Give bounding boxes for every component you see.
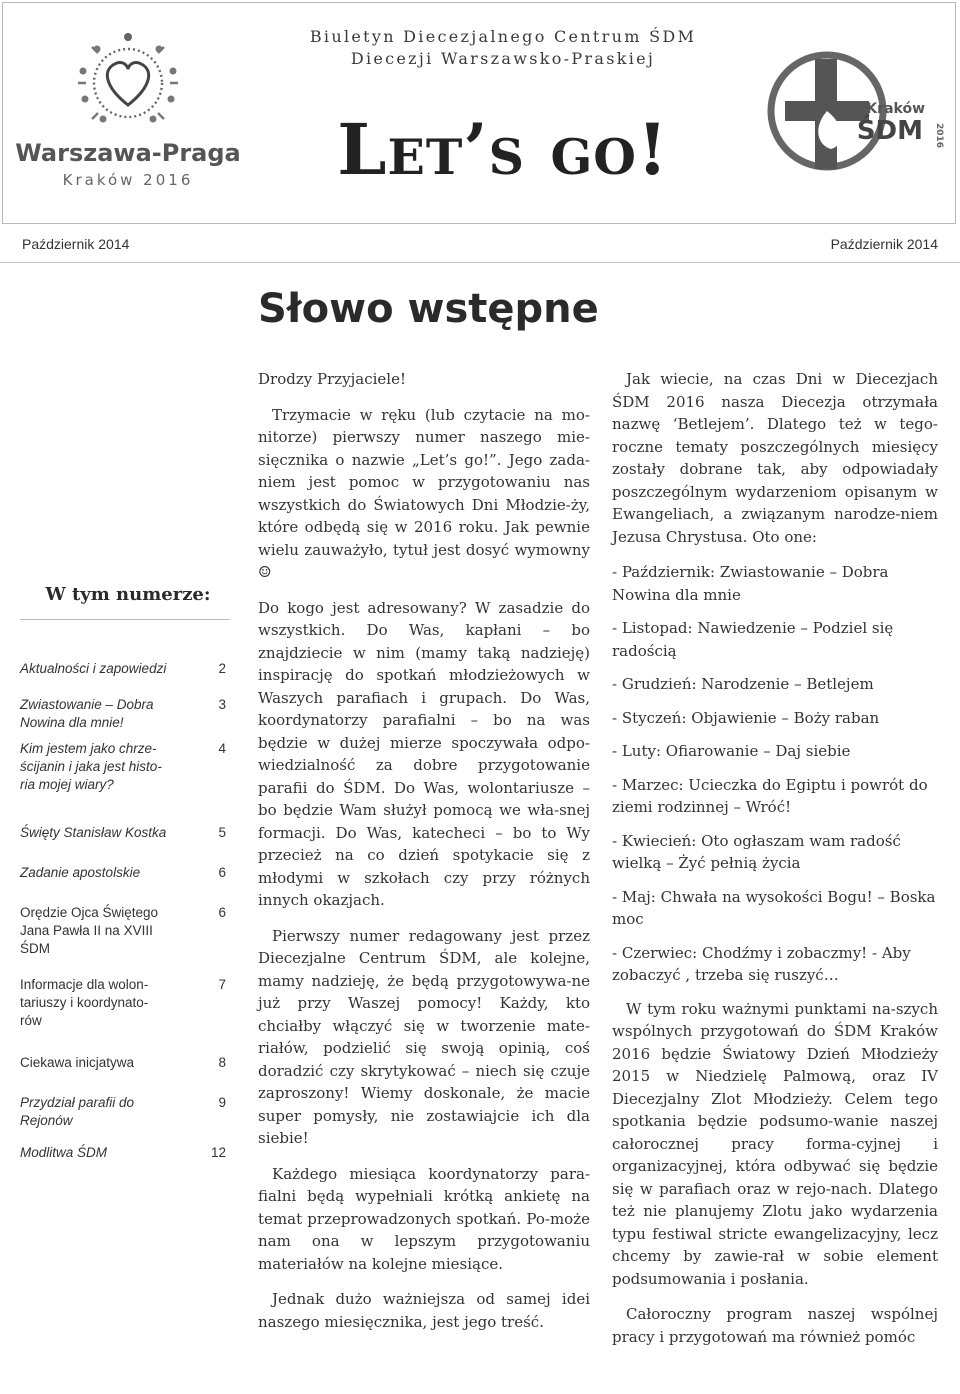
toc-entry-page: 4: [218, 741, 226, 756]
toc-entry-label: Orędzie Ojca Świętego Jana Pawła II na XVIII ŚDM: [20, 905, 159, 956]
logo-right-line1: Kraków: [866, 101, 925, 117]
month-topic: - Marzec: Ucieczka do Egiptu i powrót do ziemi rodzinnej – Wróć!: [612, 775, 928, 816]
warszawa-praga-logo: [15, 31, 241, 191]
month-topic: - Kwiecień: Oto ogłaszam wam radość wielką – Żyć pełnią życia: [612, 831, 901, 872]
toc-entry-label: Przydział parafii do Rejonów: [20, 1095, 135, 1128]
paragraph: Trzymacie w ręku (lub czytacie na mo-nitorze) pierwszy numer naszego mie-sięcznika o nazwie „Let’s go!”. Jego zada-niem jest pomoc w przygotowaniu nas wszystkich do Światowych Dni Młodzie-ży, które odbędą się w 2016 roku. Jak pewnie wielu zauważyło, tytuł jest dosyć wymowny ☺: [258, 405, 590, 581]
paragraph: Każdego miesiąca koordynatorzy para-fialni będą wypełniali krótką ankietę na temat przeprowadzonych spotkań. Po-może nam ona w lepszym przygotowaniu materiałów na kolejne miesiące.: [258, 1164, 590, 1273]
toc-entry-page: 8: [218, 1055, 226, 1070]
toc-divider: [20, 619, 230, 620]
paragraph: Jednak dużo ważniejsza od samej idei naszego miesięcznika, jest jego treść.: [258, 1290, 590, 1331]
toc-entry[interactable]: [20, 1054, 230, 1072]
bulletin-line-1: Biuletyn Diecezjalnego Centrum ŚDM: [309, 27, 697, 46]
month-topic: - Listopad: Nawiedzenie – Podziel się radością: [612, 619, 894, 660]
toc-entry-page: 7: [218, 977, 226, 992]
toc-entry-label: Informacje dla wolon-tariuszy i koordynato-rów: [20, 977, 149, 1028]
magazine-title: Let’s go!: [337, 108, 669, 191]
month-topic: - Październik: Zwiastowanie – Dobra Nowina dla mnie: [612, 563, 889, 604]
issue-date-left: Październik 2014: [22, 236, 130, 252]
toc-entry-page: 3: [218, 697, 226, 712]
paragraph: Jak wiecie, na czas Dni w Diecezjach ŚDM 2016 nasza Diecezja otrzymała nazwę ‘Betlejem’. Dlatego też w tego-roczne tematy poszczególnych miesięcy zostały dobrane tak, aby odpowiadały poszczególnym wydarzeniom opisanym w Ewangeliach, a związanym narodze-niem Jezusa Chrystusa. Oto one:: [612, 370, 938, 546]
issue-date-right: Październik 2014: [830, 236, 938, 252]
article-column-middle: [258, 368, 590, 1346]
month-topic: - Styczeń: Objawienie – Boży raban: [612, 708, 880, 727]
month-topic: - Czerwiec: Chodźmy i zobaczmy! - Aby zobaczyć , trzeba się ruszyć…: [612, 943, 911, 984]
toc-entry[interactable]: [20, 740, 230, 794]
month-topic: - Luty: Ofiarowanie – Daj siebie: [612, 742, 851, 760]
logo-left-line1: Warszawa-Praga: [15, 139, 241, 167]
toc-entry[interactable]: [20, 976, 230, 1030]
logo-emblem: [78, 33, 178, 123]
toc-entry-page: 6: [218, 865, 226, 880]
toc-entry[interactable]: [20, 660, 230, 678]
toc-entry-label: Zwiastowanie – Dobra Nowina dla mnie!: [20, 697, 154, 730]
paragraph: W tym roku ważnymi punktami na-szych wspólnych przygotowań do ŚDM Kraków 2016 będzie Światowy Dzień Młodzieży 2015 w Niedzielę Palmową, oraz IV Diecezjalny Zlot Młodzieży. Celem tego spotkania będzie podsumo-wanie naszej całorocznej pracy forma-cyjnej i organizacyjnej, która odbywać się będzie się w parafiach oraz w rejo-nach. Dlatego też nie planujemy Zlotu jako wydarzenia typu festiwal stricte ewangelizacyjny, lecz chcemy by zawie-rał w sobie element podsumowania i posłania.: [612, 999, 938, 1288]
logo-right-year: 2016: [934, 123, 944, 149]
toc-entry-label: Modlitwa ŚDM: [20, 1145, 108, 1160]
toc-entry-label: Aktualności i zapowiedzi: [20, 661, 167, 676]
logo-right-line2: ŚDM: [856, 116, 923, 146]
toc-entry-page: 9: [218, 1095, 226, 1110]
toc-entry[interactable]: [20, 1094, 230, 1130]
article-column-right: [612, 368, 938, 1361]
page-heading: Słowo wstępne: [258, 286, 599, 332]
paragraph: Całoroczny program naszej wspólnej pracy i przygotowań ma również pomóc: [612, 1305, 938, 1346]
toc-title: W tym numerze:: [45, 584, 211, 605]
greeting: Drodzy Przyjaciele!: [258, 370, 406, 388]
toc-entry[interactable]: [20, 1144, 230, 1162]
toc-entry-page: 12: [210, 1145, 226, 1160]
logo-left-line2: Kraków 2016: [62, 171, 194, 189]
table-of-contents: [20, 584, 230, 1160]
toc-entry-page: 2: [218, 661, 226, 676]
toc-entry-label: Zadanie apostolskie: [20, 865, 141, 880]
toc-entry[interactable]: [20, 864, 230, 882]
paragraph: Do kogo jest adresowany? W zasadzie do wszystkich. Do Was, kapłani – bo znajdziecie w nim (mamy taką nadzieję) inspirację do spotkań młodzieżowych w Waszych parafiach i grupach. Do Was, koordynatorzy parafialni – bo na was będzie w dużej mierze spoczywała odpo-wiedzialność za dobre przygotowanie parafii do ŚDM. Do Was, wolontariusze – bo będzie Wam służył pomocą we wła-snej formacji. Do Was, katecheci – bo to Wy przecież na co dzień spotykacie się z młodymi w szkołach czy przy różnych innych okazjach.: [258, 598, 590, 909]
bulletin-line-2: Diecezji Warszawsko-Praskiej: [350, 49, 656, 68]
toc-entry[interactable]: [20, 904, 230, 958]
header-divider: [0, 262, 960, 263]
toc-entry-label: Święty Stanisław Kostka: [20, 825, 167, 840]
paragraph: Pierwszy numer redagowany jest przez Diecezjalne Centrum ŚDM, ale kolejne, mamy nadzieję, że będą przygotowywa-ne już przy Waszej pomocy! Każdy, kto chciałby włączyć się w tworzenie mate-riałów, podzielić się swoją opinią, coś doradzić czy skrytykować – niech się czuje zaproszony! Wiemy doskonale, że macie super pomysły, nie zostawiajcie ich dla siebie!: [258, 926, 590, 1147]
month-topic: - Maj: Chwała na wysokości Bogu! – Boska moc: [612, 887, 936, 928]
toc-entry-label: Kim jestem jako chrze-ścijanin i jaka jest histo-ria mojej wiary?: [20, 741, 162, 792]
toc-entry-label: Ciekawa inicjatywa: [20, 1055, 135, 1070]
toc-entry-page: 5: [218, 825, 226, 840]
toc-entry-page: 6: [218, 905, 226, 920]
month-topic: - Grudzień: Narodzenie – Betlejem: [612, 675, 874, 693]
toc-entry[interactable]: [20, 824, 230, 842]
toc-entry[interactable]: [20, 696, 230, 732]
header-box: [2, 2, 956, 224]
sdm-krakow-logo: [765, 41, 945, 181]
